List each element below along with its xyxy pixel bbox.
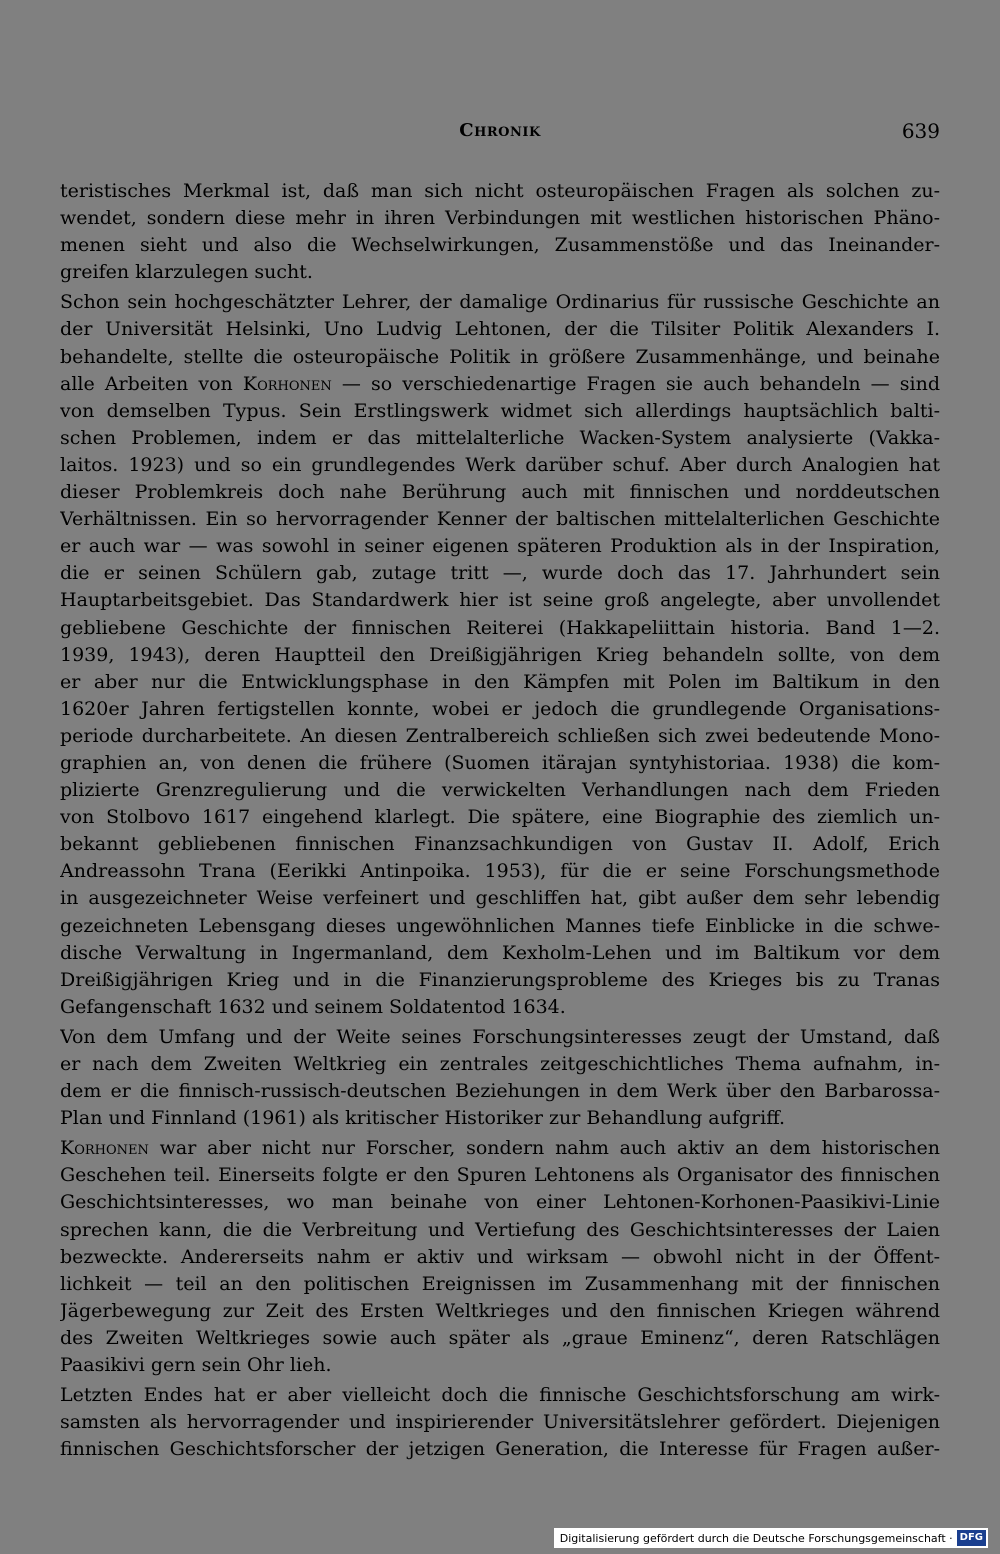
running-head-title: Chronik xyxy=(459,120,541,141)
text-line: gezeichneten Lebensgang dieses ungewöhnlichen Mannes tiefe Einblicke in die schwe- xyxy=(60,914,940,937)
paragraph xyxy=(60,1024,940,1132)
text-line: von demselben Typus. Sein Erstlingswerk widmet sich allerdings hauptsächlich balti- xyxy=(60,399,940,422)
text-line: bezweckte. Andererseits nahm er aktiv und wirksam — obwohl nicht in der Öffent- xyxy=(60,1245,940,1268)
text-line: der Universität Helsinki, Uno Ludvig Lehtonen, der die Tilsiter Politik Alexanders I. xyxy=(60,318,940,341)
text-line: des Zweiten Weltkrieges sowie auch später als „graue Eminenz“, deren Ratschlägen xyxy=(60,1326,940,1349)
text-line: menen sieht und also die Wechselwirkungen, Zusammenstöße und das Ineinander- xyxy=(60,234,940,257)
text-line: graphien an, von denen die frühere (Suomen itärajan syntyhistoriaa. 1938) die kom- xyxy=(60,751,940,774)
text-line: in ausgezeichneter Weise verfeinert und geschliffen hat, gibt außer dem sehr lebendig xyxy=(60,887,940,910)
text-line: Dreißigjährigen Krieg und in die Finanzierungsprobleme des Krieges bis zu Tranas xyxy=(60,968,940,991)
text-line: 1620er Jahren fertigstellen konnte, wobei er jedoch die grundlegende Organisations- xyxy=(60,697,940,720)
paragraph xyxy=(60,289,940,1021)
text-line: er nach dem Zweiten Weltkrieg ein zentrales zeitgeschichtliches Thema aufnahm, in- xyxy=(60,1053,940,1075)
text-line: von Stolbovo 1617 eingehend klarlegt. Die spätere, eine Biographie des ziemlich un- xyxy=(60,806,940,829)
text-line: Geschehen teil. Einerseits folgte er den Spuren Lehtonens als Organisator des finnischen xyxy=(60,1164,940,1187)
author-name: Korhonen xyxy=(242,372,332,395)
text-line: periode durcharbeitete. An diesen Zentralbereich schließen sich zwei bedeutende Mono- xyxy=(60,724,940,747)
running-head xyxy=(60,116,940,146)
text-line: Gefangenschaft 1632 und seinem Soldatentod 1634. xyxy=(60,995,566,1018)
text-line: alle Arbeiten von Korhonen — so verschiedenartige Fragen sie auch behandeln — sind xyxy=(60,372,940,395)
text-line: Paasikivi gern sein Ohr lieh. xyxy=(60,1354,332,1377)
text-line: plizierte Grenzregulierung und die verwickelten Verhandlungen nach dem Frieden xyxy=(60,779,940,802)
text-line: lichkeit — teil an den politischen Ereignissen im Zusammenhang mit der finnischen xyxy=(60,1272,940,1295)
paragraph xyxy=(60,1135,940,1379)
text-line: greifen klarzulegen sucht. xyxy=(60,261,313,284)
text-line: Hauptarbeitsgebiet. Das Standardwerk hier ist seine groß angelegte, aber unvollendet xyxy=(60,589,940,612)
text-line: er aber nur die Entwicklungsphase in den Kämpfen mit Polen im Baltikum in den xyxy=(60,670,940,693)
text-line: finnischen Geschichtsforscher der jetzigen Generation, die Interesse für Fragen außer- xyxy=(60,1438,940,1461)
text-line: die er seinen Schülern gab, zutage tritt —, wurde doch das 17. Jahrhundert sein xyxy=(60,562,940,585)
credit-text: Digitalisierung gefördert durch die Deutsche Forschungsgemeinschaft · xyxy=(559,1531,953,1545)
text-line: laitos. 1923) und so ein grundlegendes Werk darüber schuf. Aber durch Analogien hat xyxy=(60,453,940,476)
paragraph xyxy=(60,178,940,286)
text-line: teristisches Merkmal ist, daß man sich nicht osteuropäischen Fragen als solchen zu- xyxy=(60,180,940,202)
text-line: Schon sein hochgeschätzter Lehrer, der damalige Ordinarius für russische Geschichte an xyxy=(60,291,940,314)
text-line: Geschichtsinteresses, wo man beinahe von einer Lehtonen-Korhonen-Paasikivi-Linie xyxy=(60,1191,940,1214)
dfg-logo: DFG xyxy=(957,1530,986,1546)
text-line: behandelte, stellte die osteuropäische Politik in größere Zusammenhänge, und beinahe xyxy=(60,345,940,368)
text-line: dische Verwaltung in Ingermanland, dem Kexholm-Lehen und im Baltikum vor dem xyxy=(60,941,940,964)
text-line: Letzten Endes hat er aber vielleicht doch die finnische Geschichtsforschung am wirk- xyxy=(60,1384,940,1407)
text-line: Verhältnissen. Ein so hervorragender Kenner der baltischen mittelalterlichen Geschichte xyxy=(60,508,940,531)
text-line: Von dem Umfang und der Weite seines Forschungsinteresses zeugt der Umstand, daß xyxy=(60,1025,940,1048)
page-number: 639 xyxy=(901,119,940,143)
text-line: dieser Problemkreis doch nahe Berührung auch mit finnischen und norddeutschen xyxy=(60,481,940,504)
text-line: samsten als hervorragender und inspirierender Universitätslehrer gefördert. Diejenigen xyxy=(60,1411,940,1434)
text-line: er auch war — was sowohl in seiner eigenen späteren Produktion als in der Inspiration, xyxy=(60,535,940,558)
text-line: gebliebene Geschichte der finnischen Reiterei (Hakkapeliittain historia. Band 1—2. xyxy=(60,616,940,639)
text-line: Jägerbewegung zur Zeit des Ersten Weltkrieges und den finnischen Kriegen während xyxy=(60,1299,940,1322)
digitization-credit xyxy=(554,1528,988,1548)
text-line: schen Problemen, indem er das mittelalterliche Wacken-System analysierte (Vakka- xyxy=(60,426,940,449)
text-line: Andreassohn Trana (Eerikki Antinpoika. 1953), für die er seine Forschungsmethode xyxy=(60,860,940,883)
body-text xyxy=(60,178,940,1466)
text-line: 1939, 1943), deren Hauptteil den Dreißigjährigen Krieg behandeln sollte, von dem xyxy=(60,643,940,666)
text-line: bekannt gebliebenen finnischen Finanzsachkundigen von Gustav II. Adolf, Erich xyxy=(60,833,940,856)
text-line: Plan und Finnland (1961) als kritischer Historiker zur Behandlung aufgriff. xyxy=(60,1107,786,1130)
text-line: sprechen kann, die die Verbreitung und Vertiefung des Geschichtsinteresses der Laien xyxy=(60,1218,940,1241)
text-line: dem er die finnisch-russisch-deutschen Beziehungen in dem Werk über den Barbarossa- xyxy=(60,1080,940,1103)
text-line: Korhonen war aber nicht nur Forscher, sondern nahm auch aktiv an dem historischen xyxy=(60,1137,940,1160)
text-line: wendet, sondern diese mehr in ihren Verbindungen mit westlichen historischen Phäno- xyxy=(60,207,940,230)
author-name: Korhonen xyxy=(60,1137,149,1160)
paragraph xyxy=(60,1382,940,1463)
